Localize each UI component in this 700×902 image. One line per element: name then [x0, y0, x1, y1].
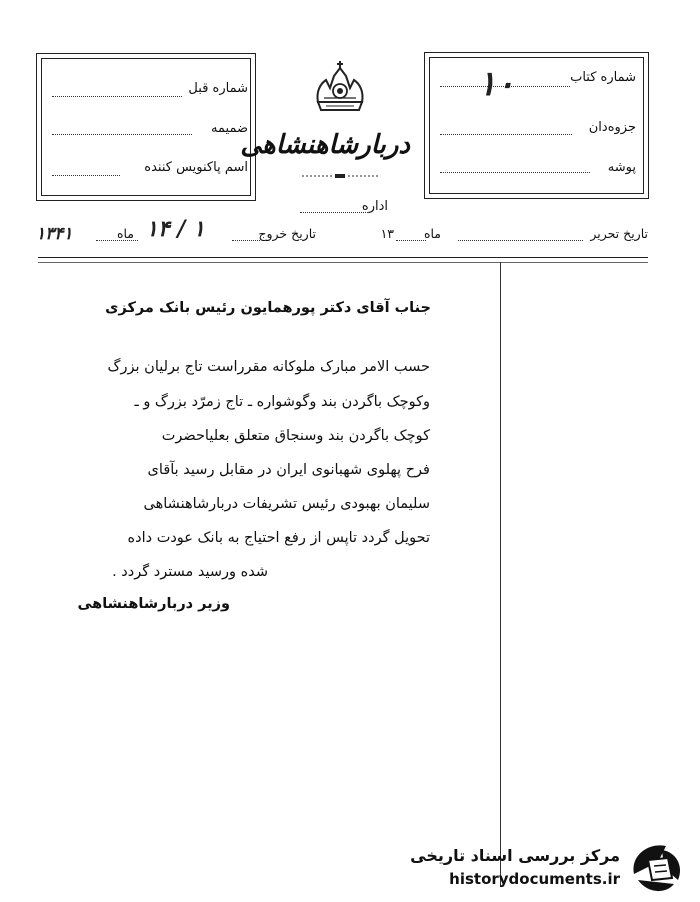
- binder-label: جزوه‌دان: [588, 120, 636, 135]
- binder-dots: [440, 134, 572, 135]
- prev-number-label: شماره قبل: [188, 81, 248, 96]
- letter-body-line-5: سلیمان بهبودی رئیس تشریفات دربارشاهنشاهی: [143, 496, 430, 512]
- title-ornament: [300, 172, 380, 180]
- exit-month-dots: [96, 240, 138, 241]
- typist-dots: [52, 175, 120, 176]
- court-title: دربارشاهنشاهی: [240, 130, 410, 160]
- exit-year-handwritten: ۱۳۴۱: [36, 224, 73, 244]
- written-year-prefix: ۱۳: [380, 226, 394, 241]
- typist-label: اسم پاکنویس کننده: [144, 160, 248, 175]
- prev-number-dots: [52, 96, 182, 97]
- letter-body-line-3: کوچک باگردن بند وسنجاق متعلق بعلیاحضرت: [161, 428, 430, 444]
- exit-date-dots: [232, 240, 260, 241]
- attachment-dots: [52, 134, 192, 135]
- folder-label: پوشه: [607, 160, 636, 175]
- letter-body-line-7: شده ورسید مسترد گردد .: [112, 564, 268, 580]
- header-separator: [38, 257, 648, 263]
- history-documents-logo: [628, 838, 686, 896]
- pahlavi-crown-emblem: [312, 58, 368, 116]
- department-dots: [300, 212, 370, 213]
- margin-line: [500, 262, 501, 887]
- letter-body-line-1: حسب الامر مبارک ملوکانه مقرراست تاج برلیان بزرگ: [107, 359, 430, 375]
- letter-body-line-4: فرح پهلوی شهبانوی ایران در مقابل رسید بآقای: [147, 462, 430, 478]
- book-number-label: شماره کتاب: [570, 70, 636, 85]
- letter-body-line-2: وکوچک باگردن بند وگوشواره ـ تاج زمرّد بزرگ و ـ: [134, 394, 430, 410]
- exit-date-handwritten: ۱۴ / ۱: [146, 216, 205, 242]
- written-month-label: ماه: [423, 226, 441, 241]
- letter-signature: وزیر دربارشاهنشاهی: [77, 596, 230, 612]
- written-date-label: تاریخ تحریر: [590, 226, 648, 241]
- footer-org-name: مرکز بررسی اسناد تاریخی: [410, 846, 620, 865]
- exit-date-label: تاریخ خروج: [258, 226, 316, 241]
- folder-dots: [440, 172, 590, 173]
- department-label: اداره: [361, 199, 388, 214]
- book-number-handwritten: ۱۰: [478, 64, 515, 104]
- footer-website[interactable]: historydocuments.ir: [449, 870, 620, 888]
- written-date-dots: [458, 240, 583, 241]
- written-year-dots: [396, 240, 426, 241]
- letter-addressee: جناب آقای دکتر پورهمایون رئیس بانک مرکزی: [105, 300, 431, 316]
- exit-month-label: ماه: [116, 226, 134, 241]
- letter-body-line-6: تحویل گردد تاپس از رفع احتیاج به بانک عودت داده: [127, 530, 430, 546]
- attachment-label: ضمیمه: [211, 121, 248, 136]
